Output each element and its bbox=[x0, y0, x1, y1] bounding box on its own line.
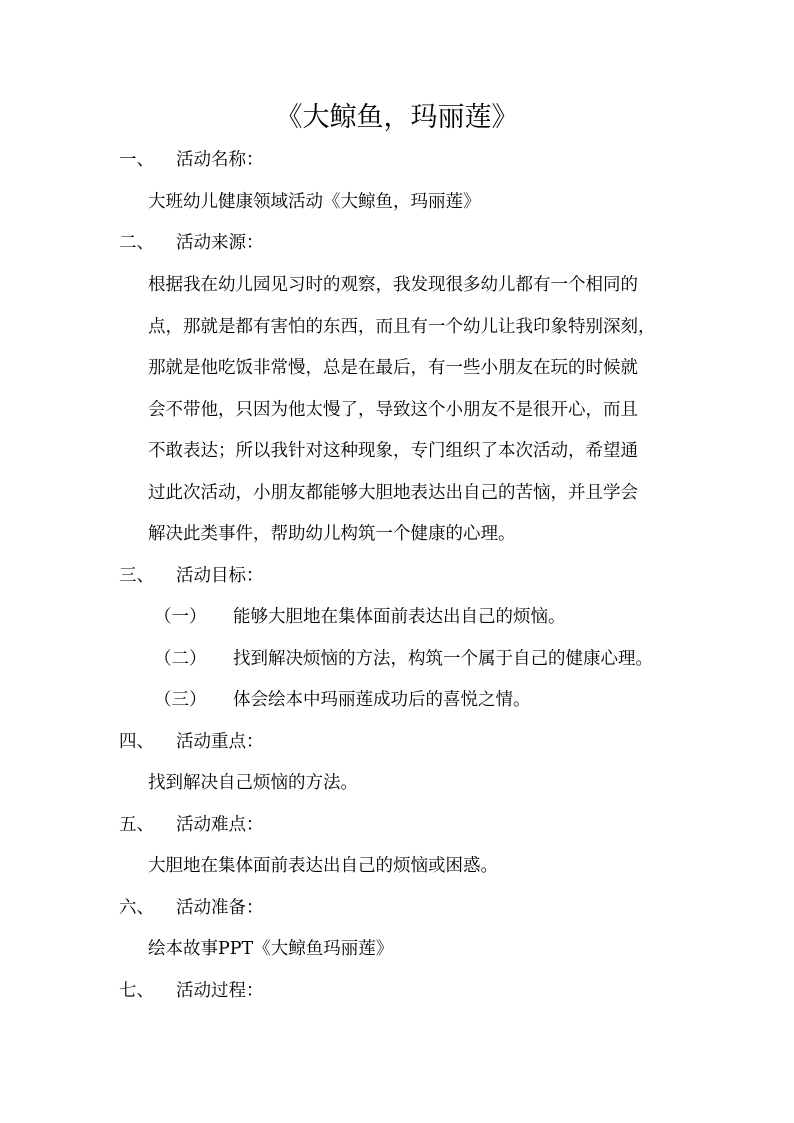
section-heading: 活动准备： bbox=[176, 898, 264, 918]
body-line: 大胆地在集体面前表达出自己的烦恼或困惑。 bbox=[148, 856, 498, 876]
section-number: 一、 bbox=[119, 150, 154, 170]
section-heading: 活动来源： bbox=[176, 233, 264, 253]
section-heading: 活动难点： bbox=[176, 815, 264, 835]
body-line: 解决此类事件，帮助幼儿构筑一个健康的心理。 bbox=[148, 524, 516, 544]
goal-text: 体会绘本中玛丽莲成功后的喜悦之情。 bbox=[233, 690, 531, 710]
body-line: 绘本故事PPT《大鲸鱼玛丽莲》 bbox=[148, 939, 394, 959]
section-number: 二、 bbox=[119, 233, 154, 253]
body-line: 根据我在幼儿园见习时的观察，我发现很多幼儿都有一个相同的 bbox=[148, 275, 638, 295]
body-line: 那就是他吃饭非常慢，总是在最后，有一些小朋友在玩的时候就 bbox=[148, 358, 638, 378]
section-heading: 活动目标： bbox=[176, 566, 264, 586]
body-line: 点，那就是都有害怕的东西，而且有一个幼儿让我印象特别深刻， bbox=[148, 317, 656, 337]
section-heading: 活动重点： bbox=[176, 732, 264, 752]
section-number: 五、 bbox=[119, 815, 154, 835]
section-number: 六、 bbox=[119, 898, 154, 918]
section-number: 七、 bbox=[119, 981, 154, 1001]
body-line: 找到解决自己烦恼的方法。 bbox=[148, 773, 358, 793]
body-line: 会不带他，只因为他太慢了，导致这个小朋友不是很开心，而且 bbox=[148, 400, 638, 420]
document-title: 《大鲸鱼，玛丽莲》 bbox=[275, 102, 519, 133]
section-number: 三、 bbox=[119, 566, 154, 586]
goal-number: （三） bbox=[154, 690, 207, 710]
body-line: 大班幼儿健康领域活动《大鲸鱼，玛丽莲》 bbox=[148, 192, 481, 212]
body-line: 过此次活动，小朋友都能够大胆地表达出自己的苦恼，并且学会 bbox=[148, 483, 638, 503]
goal-number: （一） bbox=[154, 607, 207, 627]
goal-number: （二） bbox=[154, 649, 207, 669]
section-heading: 活动名称： bbox=[176, 150, 264, 170]
goal-text: 找到解决烦恼的方法，构筑一个属于自己的健康心理。 bbox=[233, 649, 653, 669]
goal-text: 能够大胆地在集体面前表达出自己的烦恼。 bbox=[233, 607, 566, 627]
section-heading: 活动过程： bbox=[176, 981, 264, 1001]
section-number: 四、 bbox=[119, 732, 154, 752]
body-line: 不敢表达；所以我针对这种现象，专门组织了本次活动，希望通 bbox=[148, 441, 638, 461]
